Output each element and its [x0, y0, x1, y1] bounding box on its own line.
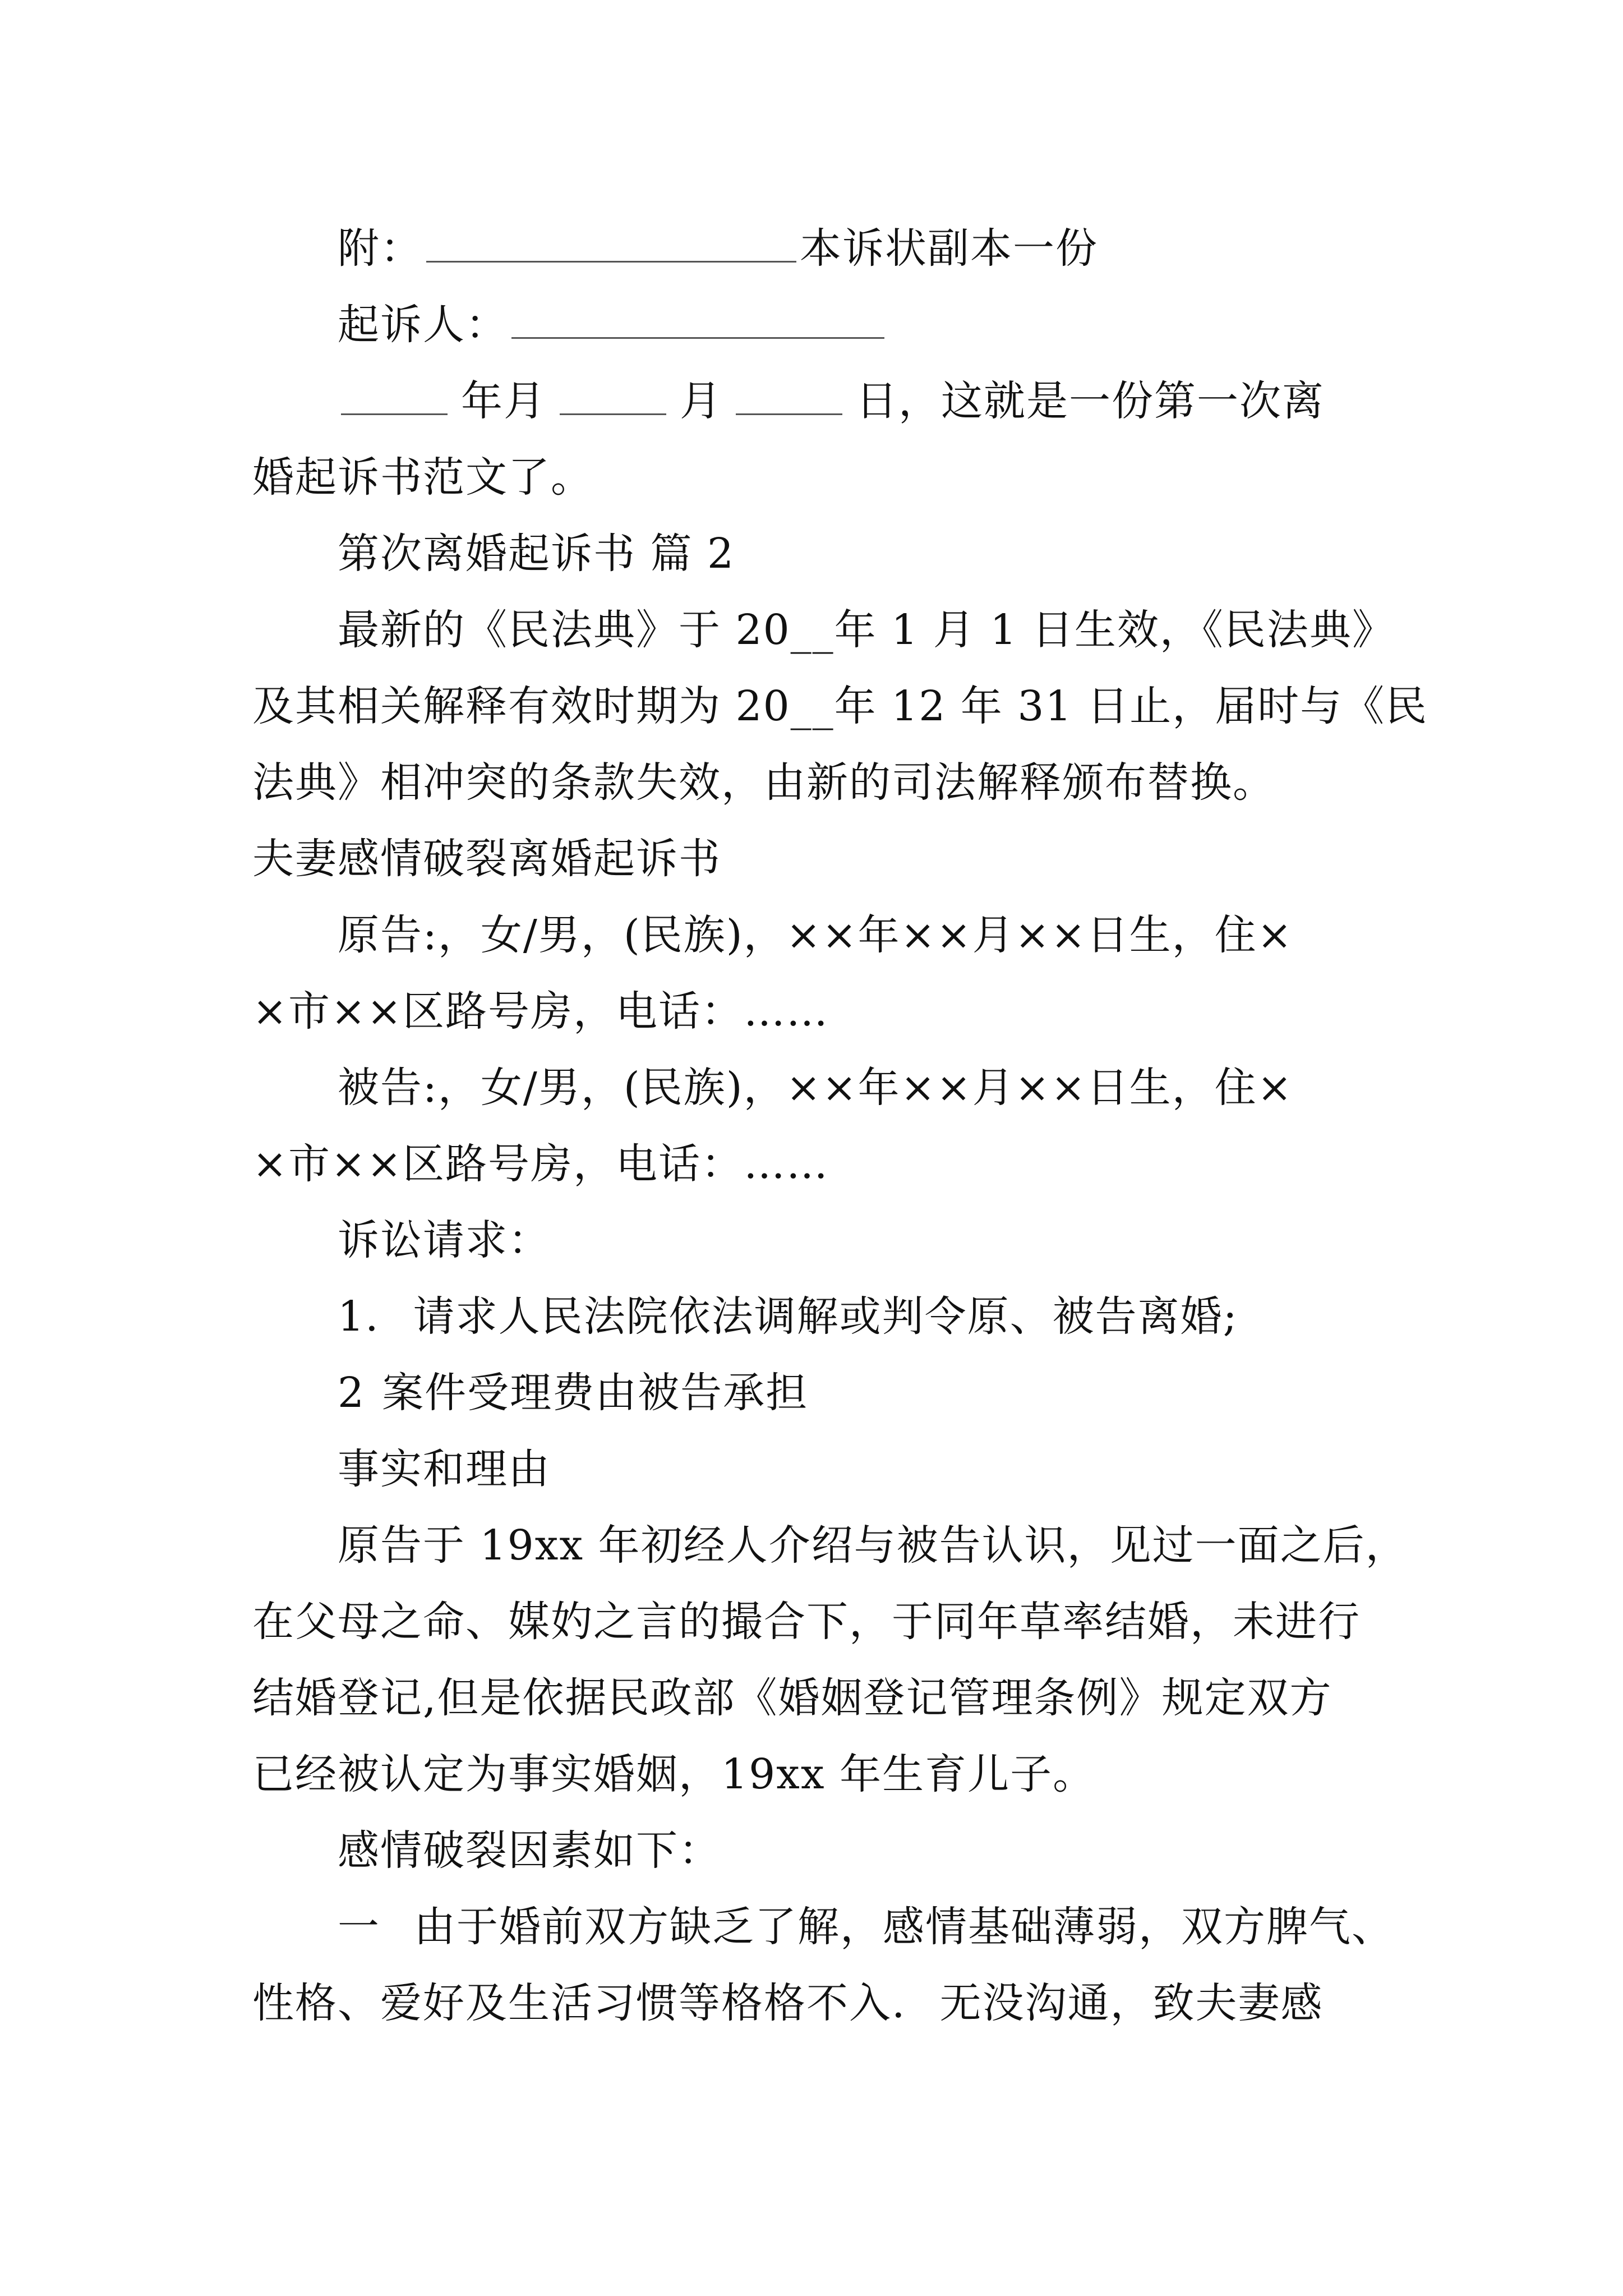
reasons-heading: 感情破裂因素如下： [338, 1826, 721, 1875]
reason-text: 由于婚前双方缺乏了解，感情基础薄弱，双方脾气、 [414, 1903, 1394, 1951]
date-month-label: 月 [680, 377, 722, 425]
plaintiff-signature-label: 起诉人： [338, 301, 508, 349]
reason-line [252, 1965, 1380, 2041]
plaintiff-signature-blank [511, 302, 884, 339]
claims-heading: 诉讼请求： [338, 1216, 551, 1264]
plaintiff-info-line: ×市××区路号房，电话：…… [252, 987, 829, 1036]
plaintiff-signature-line [252, 287, 1380, 363]
day-blank [736, 379, 842, 415]
paragraph-line: 法典》相冲突的条款失效，由新的司法解释颁布替换。 [252, 758, 1275, 807]
paragraph-line: 及其相关解释有效时期为 20__年 12 年 31 日止，届时与《民 [252, 682, 1428, 730]
claim-item-2 [252, 1355, 1380, 1431]
paragraph-line: 最新的《民法典》于 20__年 1 月 1 日生效，《民法典》 [338, 606, 1395, 654]
reason-number: 一 [338, 1903, 380, 1951]
claim-text: 案件受理费由被告承担 [382, 1369, 809, 1417]
reason-text: 性格、爱好及生活习惯等格格不入. [252, 1979, 906, 2027]
month-blank [560, 379, 666, 415]
claim-item-1 [252, 1278, 1380, 1355]
attachment-label: 附： [338, 224, 423, 273]
facts-line: 已经被认定为事实婚姻，19xx 年生育儿子。 [252, 1750, 1096, 1798]
attachment-blank [426, 226, 796, 263]
claim-text: 请求人民法院依法调解或判令原、被告离婚; [413, 1292, 1238, 1341]
reason-item-1 [252, 1889, 1394, 1965]
facts-heading: 事实和理由 [338, 1445, 551, 1493]
facts-line: 原告于 19xx 年初经人介绍与被告认识，见过一面之后， [338, 1521, 1408, 1570]
claim-number: 1. [338, 1292, 380, 1341]
defendant-info-line: ×市××区路号房，电话：…… [252, 1140, 829, 1188]
year-blank [341, 379, 448, 415]
plaintiff-info-line: 原告:，女/男，(民族)，××年××月××日生，住× [338, 911, 1293, 959]
reason-text: 无没沟通，致夫妻感 [939, 1979, 1324, 2027]
facts-line: 结婚登记,但是依据民政部《婚姻登记管理条例》规定双方 [252, 1674, 1332, 1722]
attachment-text: 本诉状副本一份 [800, 224, 1098, 273]
date-wrap-line: 婚起诉书范文了。 [252, 453, 593, 501]
facts-line: 在父母之命、媒妁之言的撮合下，于同年草率结婚，未进行 [252, 1598, 1361, 1646]
document-body [252, 210, 1428, 2041]
section-heading: 第次离婚起诉书 篇 2 [338, 530, 735, 578]
date-year-label: 年月 [461, 377, 546, 425]
defendant-info-line: 被告:，女/男，(民族)，××年××月××日生，住× [338, 1064, 1293, 1112]
date-tail-text: 日，这就是一份第一次离 [856, 377, 1325, 425]
date-line [252, 363, 1380, 439]
claim-number: 2 [338, 1369, 366, 1417]
document-title: 夫妻感情破裂离婚起诉书 [252, 835, 721, 883]
attachment-line [252, 210, 1380, 287]
